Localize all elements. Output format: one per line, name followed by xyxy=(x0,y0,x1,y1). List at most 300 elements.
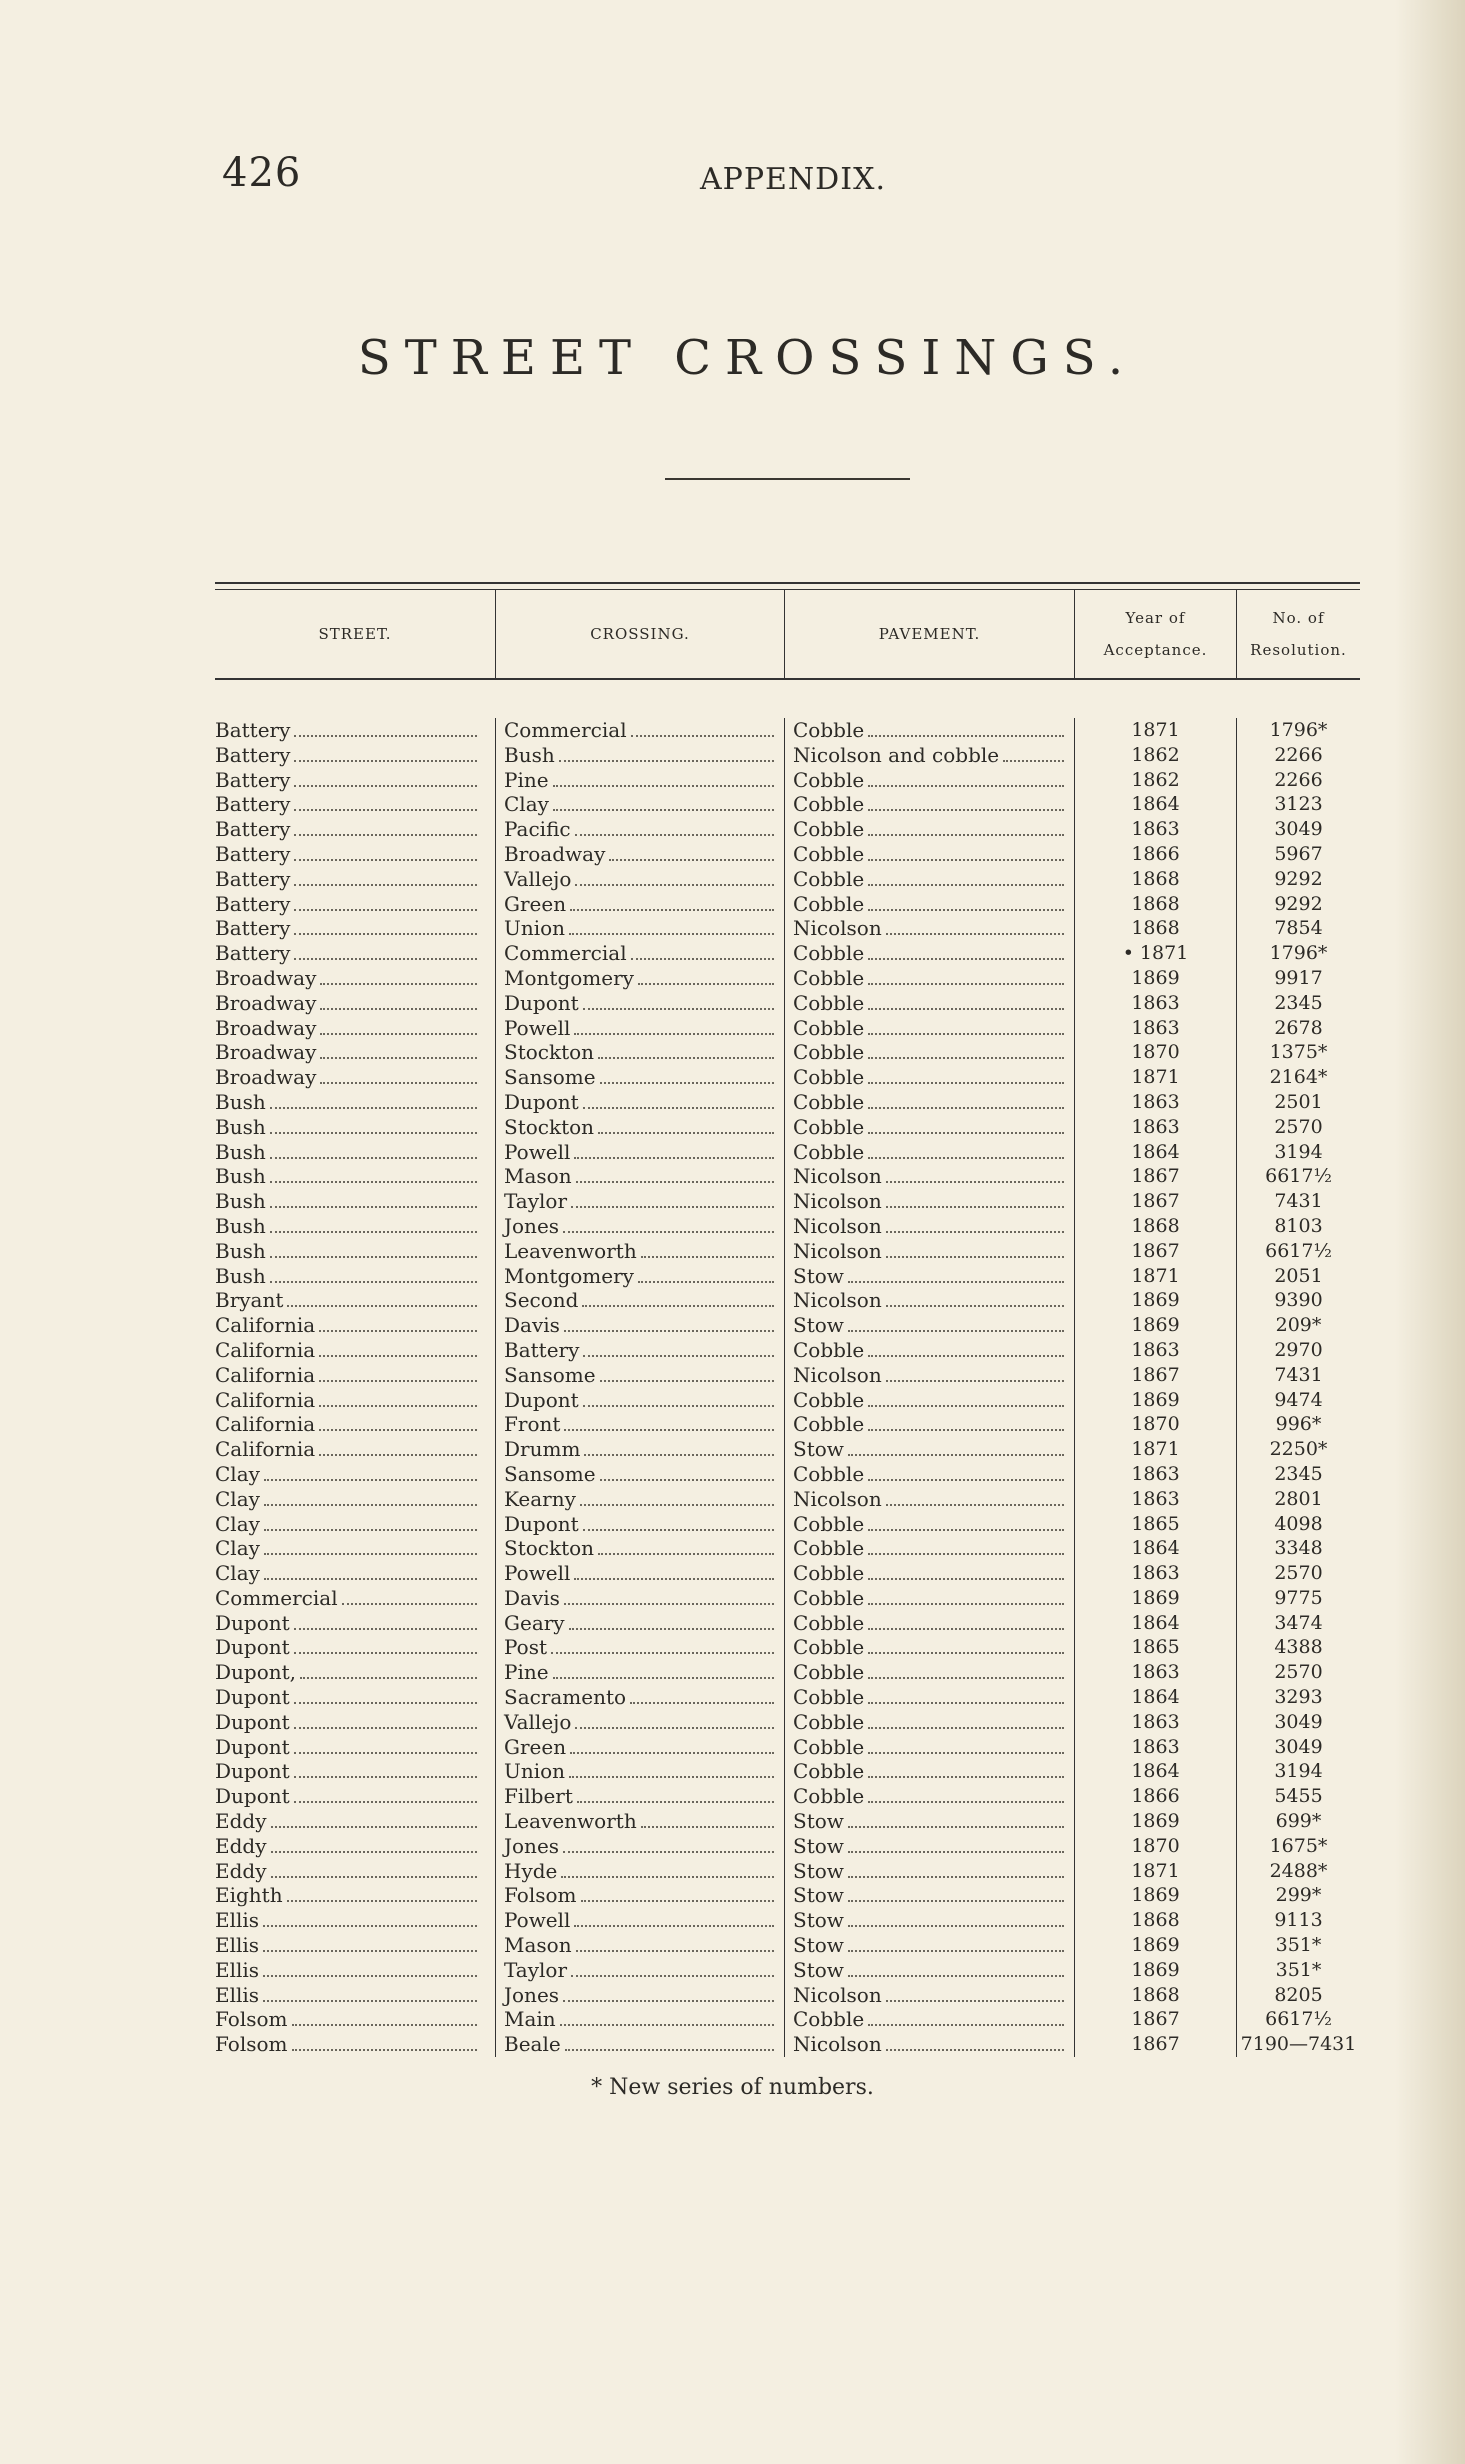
street-text: California xyxy=(215,1337,316,1362)
table-cell-resolution: 8205 xyxy=(1274,1983,1323,2006)
table-cell-street xyxy=(215,916,487,941)
street-text: Dupont xyxy=(215,1610,290,1635)
street-text: Battery xyxy=(215,742,291,767)
table-cell-year: 1869 xyxy=(1131,1810,1180,1833)
street-text: Battery xyxy=(215,891,291,916)
table-cell-pavement xyxy=(785,792,1074,817)
table-cell-crossing xyxy=(496,1635,784,1660)
pavement-text: Nicolson xyxy=(793,1213,882,1238)
crossing-text: Jones xyxy=(504,1213,560,1238)
table-cell-resolution: 9917 xyxy=(1274,966,1323,989)
table-cell-pavement xyxy=(785,1784,1074,1809)
table-cell-pavement xyxy=(785,867,1074,892)
dot-leader xyxy=(1003,743,1064,762)
table-cell-street xyxy=(215,1735,487,1760)
dot-leader xyxy=(848,1908,1064,1927)
crossing-text: Commercial xyxy=(504,718,627,742)
street-text: Bush xyxy=(215,1139,266,1164)
crossing-text: Front xyxy=(504,1412,561,1437)
pavement-text: Cobble xyxy=(793,1461,865,1486)
dot-leader xyxy=(319,1388,477,1407)
table-cell-crossing xyxy=(496,1834,784,1859)
table-cell-year: 1866 xyxy=(1131,1785,1180,1808)
dot-leader xyxy=(868,792,1064,811)
dot-leader xyxy=(886,1164,1064,1183)
table-cell-crossing xyxy=(496,768,784,793)
table-cell-street xyxy=(215,842,487,867)
pavement-text: Stow xyxy=(793,1883,844,1908)
dot-leader xyxy=(319,1437,477,1456)
dot-leader xyxy=(563,1834,774,1853)
dot-leader xyxy=(581,1883,775,1902)
table-cell-crossing xyxy=(496,1809,784,1834)
table-cell-resolution: 3474 xyxy=(1274,1611,1323,1634)
dot-leader xyxy=(574,1561,774,1580)
table-cell-crossing xyxy=(496,1313,784,1338)
dot-leader xyxy=(271,1859,477,1878)
dot-leader xyxy=(294,1759,477,1778)
footnote: * New series of numbers. xyxy=(591,2075,874,2100)
dot-leader xyxy=(551,1635,774,1654)
table-cell-resolution: 2801 xyxy=(1274,1487,1323,1510)
crossing-text: Montgomery xyxy=(504,965,634,990)
table-cell-pavement xyxy=(785,1883,1074,1908)
dot-leader xyxy=(270,1239,477,1258)
crossing-text: Taylor xyxy=(504,1957,568,1982)
dot-leader xyxy=(263,1933,477,1952)
dot-leader xyxy=(848,1958,1064,1977)
table-cell-year: 1869 xyxy=(1131,1958,1180,1981)
header-pavement xyxy=(784,590,1074,678)
header-street-label: STREET. xyxy=(318,625,392,643)
dot-leader xyxy=(848,1809,1064,1828)
pavement-text: Cobble xyxy=(793,1635,865,1660)
dot-leader xyxy=(569,916,774,935)
table-top-rule xyxy=(215,582,1360,584)
table-cell-crossing xyxy=(496,1016,784,1041)
table-cell-resolution: 2501 xyxy=(1274,1090,1323,1113)
dot-leader xyxy=(553,1660,774,1679)
dot-leader xyxy=(575,1710,774,1729)
crossing-text: Leavenworth xyxy=(504,1238,637,1263)
dot-leader xyxy=(600,1065,774,1084)
table-cell-year: 1869 xyxy=(1131,966,1180,989)
dot-leader xyxy=(868,1040,1064,1059)
table-cell-pavement xyxy=(785,2007,1074,2032)
dot-leader xyxy=(575,867,774,886)
dot-leader xyxy=(294,1735,477,1754)
crossing-text: Pine xyxy=(504,767,549,792)
table-cell-crossing xyxy=(496,842,784,867)
running-head: APPENDIX. xyxy=(700,162,886,197)
table-cell-pavement xyxy=(785,743,1074,768)
crossing-text: Sacramento xyxy=(504,1685,627,1710)
street-text: Clay xyxy=(215,1561,260,1586)
dot-leader xyxy=(868,1115,1064,1134)
table-cell-street xyxy=(215,1338,487,1363)
table-cell-pavement xyxy=(785,1660,1074,1685)
dot-leader xyxy=(868,768,1064,787)
street-text: Eddy xyxy=(215,1809,267,1834)
dot-leader xyxy=(263,1983,477,2002)
table-cell-resolution: 996* xyxy=(1275,1413,1322,1436)
table-cell-pavement xyxy=(785,1611,1074,1636)
table-cell-year: 1866 xyxy=(1131,842,1180,865)
table-cell-resolution: 1796* xyxy=(1269,719,1328,741)
table-cell-street xyxy=(215,817,487,842)
street-text: Clay xyxy=(215,1536,260,1561)
pavement-text: Cobble xyxy=(793,1709,865,1734)
dot-leader xyxy=(294,768,477,787)
table-cell-crossing xyxy=(496,1487,784,1512)
table-cell-year: 1867 xyxy=(1131,1239,1180,1262)
street-text: Dupont xyxy=(215,1685,290,1710)
crossing-text: Davis xyxy=(504,1585,560,1610)
dot-leader xyxy=(270,1090,477,1109)
dot-leader xyxy=(868,1412,1064,1431)
table-cell-resolution: 1375* xyxy=(1269,1041,1328,1064)
table-cell-pavement xyxy=(785,1859,1074,1884)
pavement-text: Cobble xyxy=(793,990,865,1015)
dot-leader xyxy=(320,1065,477,1084)
pavement-text: Cobble xyxy=(793,1089,865,1114)
dot-leader xyxy=(886,1214,1064,1233)
street-text: Dupont xyxy=(215,1734,290,1759)
table-cell-resolution: 351* xyxy=(1275,1934,1322,1957)
table-cell-year: 1869 xyxy=(1131,1934,1180,1957)
dot-leader xyxy=(631,941,774,960)
dot-leader xyxy=(868,1462,1064,1481)
dot-leader xyxy=(868,867,1064,886)
dot-leader xyxy=(271,1834,477,1853)
table-cell-pavement xyxy=(785,718,1074,743)
crossing-text: Union xyxy=(504,1759,566,1784)
dot-leader xyxy=(292,2007,478,2026)
table-cell-street xyxy=(215,892,487,917)
dot-leader xyxy=(574,1016,774,1035)
table-cell-crossing xyxy=(496,1437,784,1462)
pavement-text: Cobble xyxy=(793,1561,865,1586)
dot-leader xyxy=(270,1214,477,1233)
dot-leader xyxy=(563,1983,774,2002)
table-cell-year: 1871 xyxy=(1131,1264,1180,1287)
table-cell-crossing xyxy=(496,2007,784,2032)
pavement-text: Cobble xyxy=(793,1784,865,1809)
crossing-text: Taylor xyxy=(504,1189,568,1214)
crossing-text: Commercial xyxy=(504,941,627,966)
table-cell-crossing xyxy=(496,1412,784,1437)
street-text: Eddy xyxy=(215,1858,267,1883)
dot-leader xyxy=(292,2032,478,2051)
table-cell-year: 1863 xyxy=(1131,1016,1180,1039)
crossing-text: Stockton xyxy=(504,1114,595,1139)
table-cell-crossing xyxy=(496,1611,784,1636)
table-cell-pavement xyxy=(785,941,1074,966)
crossing-text: Clay xyxy=(504,792,549,817)
table-cell-resolution: 7854 xyxy=(1274,917,1323,940)
table-cell-year: 1863 xyxy=(1131,1090,1180,1113)
table-cell-crossing xyxy=(496,1586,784,1611)
crossing-text: Dupont xyxy=(504,1511,579,1536)
table-cell-year: 1863 xyxy=(1131,1735,1180,1758)
dot-leader xyxy=(563,1214,774,1233)
dot-leader xyxy=(320,1016,477,1035)
street-text: Bush xyxy=(215,1238,266,1263)
crossing-text: Second xyxy=(504,1288,579,1313)
dot-leader xyxy=(868,1710,1064,1729)
street-text: Broadway xyxy=(215,1040,317,1065)
pavement-text: Nicolson xyxy=(793,1362,882,1387)
dot-leader xyxy=(868,1586,1064,1605)
table-cell-year: 1869 xyxy=(1131,1586,1180,1609)
table-cell-resolution: 4388 xyxy=(1274,1636,1323,1659)
table-cell-street xyxy=(215,1264,487,1289)
table-cell-street xyxy=(215,1313,487,1338)
dot-leader xyxy=(848,1437,1064,1456)
table-cell-pavement xyxy=(785,1512,1074,1537)
table-cell-pavement xyxy=(785,1834,1074,1859)
table-cell-resolution: 1675* xyxy=(1269,1834,1328,1857)
dot-leader xyxy=(868,1065,1064,1084)
dot-leader xyxy=(583,1090,774,1109)
pavement-text: Cobble xyxy=(793,1685,865,1710)
dot-leader xyxy=(342,1586,477,1605)
table-cell-resolution: 699* xyxy=(1275,1810,1322,1833)
table-cell-street xyxy=(215,1611,487,1636)
table-cell-crossing xyxy=(496,1115,784,1140)
dot-leader xyxy=(868,1016,1064,1035)
table-cell-crossing xyxy=(496,1685,784,1710)
table-cell-resolution: 6617½ xyxy=(1265,2008,1332,2031)
street-text: Dupont xyxy=(215,1784,290,1809)
crossing-text: Jones xyxy=(504,1833,560,1858)
table-cell-resolution: 9113 xyxy=(1274,1909,1323,1932)
dot-leader xyxy=(564,1313,774,1332)
crossing-text: Dupont xyxy=(504,990,579,1015)
title-rule xyxy=(665,478,910,480)
pavement-text: Nicolson xyxy=(793,916,882,941)
table-cell-resolution: 6617½ xyxy=(1265,1165,1332,1188)
table-cell-year: 1868 xyxy=(1131,917,1180,940)
dot-leader xyxy=(868,842,1064,861)
table-cell-street xyxy=(215,1065,487,1090)
table-cell-year: 1864 xyxy=(1131,1611,1180,1634)
table-cell-year: 1867 xyxy=(1131,1165,1180,1188)
dot-leader xyxy=(868,1660,1064,1679)
table-cell-pavement xyxy=(785,1462,1074,1487)
dot-leader xyxy=(553,792,774,811)
table-cell-resolution: 7190—7431 xyxy=(1240,2033,1357,2056)
table-cell-street xyxy=(215,718,487,743)
street-text: Broadway xyxy=(215,1065,317,1090)
dot-leader xyxy=(319,1363,477,1382)
table-cell-year: 1868 xyxy=(1131,867,1180,890)
table-cell-crossing xyxy=(496,743,784,768)
dot-leader xyxy=(868,1635,1064,1654)
table-cell-resolution: 5455 xyxy=(1274,1785,1323,1808)
dot-leader xyxy=(600,1462,774,1481)
table-cell-resolution: 2051 xyxy=(1274,1264,1323,1287)
street-text: Dupont xyxy=(215,1635,290,1660)
header-street xyxy=(215,590,495,678)
dot-leader xyxy=(868,718,1064,737)
table-cell-street xyxy=(215,867,487,892)
dot-leader xyxy=(570,1735,774,1754)
header-res-line2: Resolution. xyxy=(1250,641,1347,659)
table-cell-street xyxy=(215,1660,487,1685)
dot-leader xyxy=(553,768,774,787)
street-text: Bush xyxy=(215,1089,266,1114)
pavement-text: Cobble xyxy=(793,1387,865,1412)
table-cell-pavement xyxy=(785,1487,1074,1512)
table-cell-crossing xyxy=(496,867,784,892)
table-cell-street xyxy=(215,1586,487,1611)
crossing-text: Sansome xyxy=(504,1461,596,1486)
street-text: Battery xyxy=(215,866,291,891)
table-cell-pavement xyxy=(785,1239,1074,1264)
crossing-text: Mason xyxy=(504,1164,572,1189)
street-text: Ellis xyxy=(215,1957,260,1982)
crossing-text: Beale xyxy=(504,2032,561,2057)
dot-leader xyxy=(641,1809,774,1828)
table-cell-street xyxy=(215,2007,487,2032)
dot-leader xyxy=(294,1784,477,1803)
table-cell-street xyxy=(215,1214,487,1239)
table-cell-crossing xyxy=(496,1759,784,1784)
table-cell-street xyxy=(215,1759,487,1784)
crossing-text: Sansome xyxy=(504,1362,596,1387)
crossing-text: Geary xyxy=(504,1610,565,1635)
table-cell-street xyxy=(215,1239,487,1264)
table-cell-pavement xyxy=(785,1313,1074,1338)
table-cell-street xyxy=(215,1189,487,1214)
table-cell-street xyxy=(215,1437,487,1462)
dot-leader xyxy=(565,2032,774,2051)
pavement-text: Cobble xyxy=(793,866,865,891)
table-cell-crossing xyxy=(496,1933,784,1958)
table-cell-resolution: 7431 xyxy=(1274,1190,1323,1213)
table-cell-resolution: 3293 xyxy=(1274,1686,1323,1709)
dot-leader xyxy=(583,991,774,1010)
table-cell-crossing xyxy=(496,2032,784,2057)
table-cell-pavement xyxy=(785,768,1074,793)
table-cell-pavement xyxy=(785,1536,1074,1561)
pavement-text: Cobble xyxy=(793,1139,865,1164)
crossing-text: Broadway xyxy=(504,841,606,866)
dot-leader xyxy=(583,1512,774,1531)
dot-leader xyxy=(300,1660,477,1679)
table-cell-year: 1864 xyxy=(1131,1686,1180,1709)
table-cell-year: 1867 xyxy=(1131,1190,1180,1213)
dot-leader xyxy=(868,1140,1064,1159)
table-cell-crossing xyxy=(496,1660,784,1685)
table-cell-year: 1867 xyxy=(1131,1363,1180,1386)
street-text: Bush xyxy=(215,1213,266,1238)
table-cell-street xyxy=(215,2032,487,2057)
street-text: Clay xyxy=(215,1486,260,1511)
dot-leader xyxy=(868,1338,1064,1357)
table-cell-crossing xyxy=(496,1388,784,1413)
table-cell-crossing xyxy=(496,1859,784,1884)
table-cell-crossing xyxy=(496,1164,784,1189)
crossing-text: Drumm xyxy=(504,1437,581,1462)
table-cell-crossing xyxy=(496,1214,784,1239)
crossing-text: Powell xyxy=(504,1561,571,1586)
street-text: Bryant xyxy=(215,1288,284,1313)
pavement-text: Nicolson and cobble xyxy=(793,742,1000,767)
dot-leader xyxy=(868,1735,1064,1754)
dot-leader xyxy=(270,1140,477,1159)
table-cell-crossing xyxy=(496,1561,784,1586)
table-cell-pavement xyxy=(785,1363,1074,1388)
dot-leader xyxy=(868,1784,1064,1803)
pavement-text: Cobble xyxy=(793,1114,865,1139)
dot-leader xyxy=(560,2007,774,2026)
street-text: Dupont xyxy=(215,1759,290,1784)
table-cell-crossing xyxy=(496,1983,784,2008)
crossing-text: Bush xyxy=(504,742,555,767)
header-pavement-label: PAVEMENT. xyxy=(878,625,981,643)
table-cell-pavement xyxy=(785,1065,1074,1090)
table-cell-street xyxy=(215,1710,487,1735)
table-cell-crossing xyxy=(496,1239,784,1264)
table-cell-resolution: 9292 xyxy=(1274,867,1323,890)
table-cell-crossing xyxy=(496,1065,784,1090)
crossing-text: Mason xyxy=(504,1933,572,1958)
street-text: Broadway xyxy=(215,1015,317,1040)
table-cell-street xyxy=(215,1933,487,1958)
dot-leader xyxy=(868,1090,1064,1109)
pavement-text: Nicolson xyxy=(793,1238,882,1263)
dot-leader xyxy=(609,842,774,861)
table-cell-year: 1868 xyxy=(1131,1214,1180,1237)
dot-leader xyxy=(294,743,477,762)
dot-leader xyxy=(320,991,477,1010)
crossing-text: Leavenworth xyxy=(504,1809,637,1834)
table-cell-crossing xyxy=(496,1264,784,1289)
street-text: Broadway xyxy=(215,965,317,990)
dot-leader xyxy=(270,1264,477,1283)
dot-leader xyxy=(868,1611,1064,1630)
crossing-text: Jones xyxy=(504,1982,560,2007)
pavement-text: Cobble xyxy=(793,792,865,817)
table-cell-pavement xyxy=(785,1412,1074,1437)
dot-leader xyxy=(571,1189,774,1208)
table-cell-street xyxy=(215,768,487,793)
dot-leader xyxy=(571,1958,774,1977)
table-cell-year: 1864 xyxy=(1131,793,1180,816)
table-cell-crossing xyxy=(496,1090,784,1115)
table-cell-year: 1862 xyxy=(1131,768,1180,791)
table-cell-pavement xyxy=(785,1710,1074,1735)
dot-leader xyxy=(264,1536,477,1555)
dot-leader xyxy=(263,1958,477,1977)
dot-leader xyxy=(294,916,477,935)
table-cell-street xyxy=(215,991,487,1016)
dot-leader xyxy=(638,966,774,985)
dot-leader xyxy=(868,941,1064,960)
street-text: Bush xyxy=(215,1189,266,1214)
crossing-text: Dupont xyxy=(504,1387,579,1412)
dot-leader xyxy=(848,1834,1064,1853)
header-crossing-label: CROSSING. xyxy=(590,625,690,643)
dot-leader xyxy=(868,892,1064,911)
street-text: Clay xyxy=(215,1511,260,1536)
table-cell-crossing xyxy=(496,1140,784,1165)
pavement-text: Nicolson xyxy=(793,1189,882,1214)
table-cell-crossing xyxy=(496,1710,784,1735)
street-text: Battery xyxy=(215,718,291,742)
